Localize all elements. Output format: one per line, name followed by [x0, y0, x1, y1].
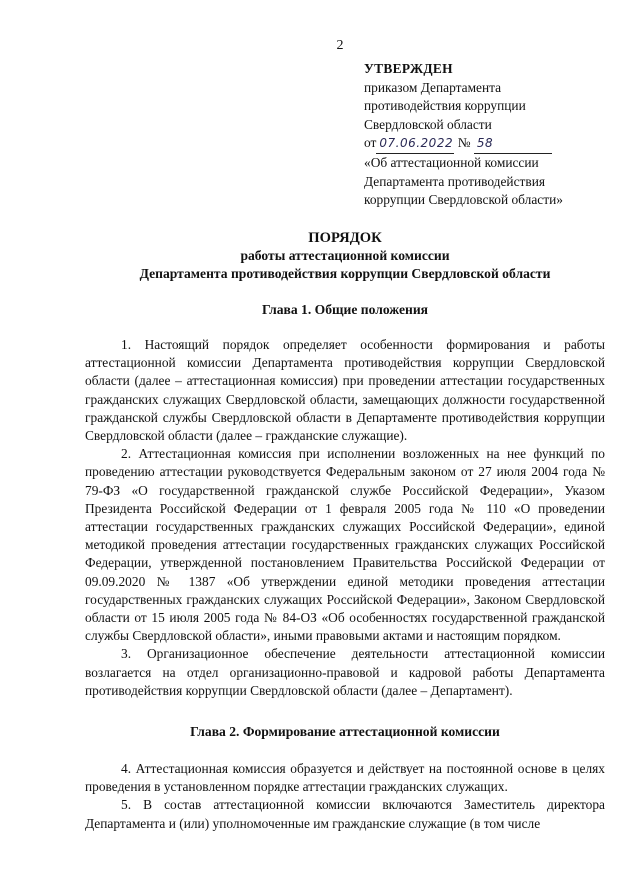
approval-line: Свердловской области: [364, 116, 492, 132]
handwritten-number: 58: [474, 134, 552, 154]
approval-subject-line: коррупции Свердловской области»: [364, 192, 563, 208]
paragraph: 1. Настоящий порядок определяет особенности формирования и работы аттестационной комиссии Департамента противодействия коррупции Свердловской области (далее – аттестационная комиссия) при проведении аттестации государственных гражданских служащих Свердловской области, замещающих должности государственной гражданской службы Свердловской области в Департаменте противодействия коррупции Свердловской области (далее – гражданские служащие).: [85, 337, 605, 444]
paragraph: 4. Аттестационная комиссия образуется и действует на постоянной основе в целях проведения в установленном порядке аттестации гражданских служащих.: [85, 761, 605, 795]
document-title: ПОРЯДОК: [308, 230, 382, 246]
document-subtitle: работы аттестационной комиссии: [240, 248, 450, 263]
paragraph: 3. Организационное обеспечение деятельности аттестационной комиссии возлагается на отдел организационно-правовой и кадровой работы Департамента противодействия коррупции Свердловской области (далее – Департамент).: [85, 646, 605, 698]
paragraph: 2. Аттестационная комиссия при исполнении возложенных на нее функций по проведению аттестации руководствуется Федеральным законом от 27 июля 2004 года № 79-ФЗ «О государственной гражданской службе Российской Федерации», Указом Президента Российской Федерации от 1 февраля 2005 года № 110 «О проведении аттестации государственных гражданских служащих Российской Федерации», единой методикой проведения аттестации государственных гражданских служащих Российской Федерации, утвержденной постановлением Правительства Российской Федерации от 09.09.2020 № 1387 «Об утверждении единой методики проведения аттестации государственных гражданских служащих Российской Федерации», Законом Свердловской области от 15 июля 2005 года № 84-ОЗ «Об особенностях государственной гражданской службы Свердловской области», иными правовыми актами и настоящим порядком.: [85, 446, 605, 644]
chapter-heading: Глава 2. Формирование аттестационной комиссии: [190, 724, 500, 739]
document-subtitle: Департамента противодействия коррупции Свердловской области: [139, 266, 551, 281]
approval-stamp-block: [364, 60, 624, 210]
paragraph: 5. В состав аттестационной комиссии включаются Заместитель директора Департамента и (или) уполномоченные им гражданские служащие (в том числе: [85, 797, 605, 831]
handwritten-date: 07.06.2022: [376, 134, 454, 154]
date-prefix: от: [364, 135, 377, 151]
chapter-heading: Глава 1. Общие положения: [261, 302, 429, 317]
chapter-2-body: [85, 760, 605, 833]
approval-date-number-line: [364, 134, 624, 154]
chapter-1-body: [85, 336, 605, 700]
approval-line: противодействия коррупции: [364, 98, 526, 114]
number-sign: №: [457, 135, 471, 151]
approval-subject-line: Департамента противодействия: [364, 173, 546, 189]
approval-line: приказом Департамента: [364, 79, 502, 95]
page-number: 2: [336, 38, 344, 53]
approved-heading: УТВЕРЖДЕН: [364, 61, 453, 76]
approval-subject-line: «Об аттестационной комиссии: [364, 154, 539, 170]
